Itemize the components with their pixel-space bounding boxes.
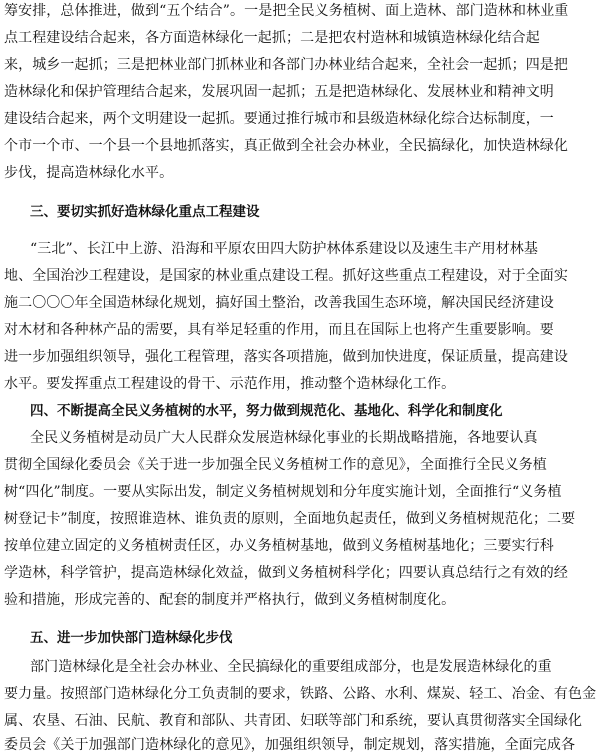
text-line: 按单位建立固定的义务植树责任区，办义务植树基地，做到义务植树基地化；三要实行科 [4, 538, 554, 554]
text-line: 属、农垦、石油、民航、教育和部队、共青团、妇联等部门和系统，要认真贯彻落实全国绿化 [4, 713, 583, 729]
text-line: 个市一个市、一个县一个县地抓落实，真正做到全社会办林业，全民搞绿化，加快造林绿化 [4, 138, 568, 154]
text-line: 点工程建设结合起来，各方面造林绿化一起抓；二是把农村造林和城镇造林绿化结合起 [4, 30, 540, 46]
section-heading-5: 五、进一步加快部门造林绿化步伐 [30, 630, 233, 646]
text-line: 步伐，提高造林绿化水平。 [4, 165, 174, 181]
text-line: 水平。要发挥重点工程建设的骨干、示范作用，推动整个造林绿化工作。 [4, 376, 456, 392]
text-line: 对木材和各种林产品的需要，具有举足轻重的作用，而且在国际上也将产生重要影响。要 [4, 322, 554, 338]
text-line: 进一步加强组织领导，强化工程管理，落实各项措施，做到加快进度，保证质量，提高建设 [4, 349, 568, 365]
text-line: “三北”、长江中上游、沿海和平原农田四大防护林体系建设以及速生丰产用材林基 [30, 241, 539, 257]
text-line: 委员会《关于加强部门造林绿化的意见》，加强组织领导，制定规划，落实措施，全面完成各 [4, 737, 576, 753]
text-line: 全民义务植树是动员广大人民群众发展造林绿化事业的长期战略措施，各地要认真 [30, 430, 538, 446]
text-line: 要力量。按照部门造林绿化分工负责制的要求，铁路、公路、水利、煤炭、轻工、冶金、有色金 [4, 686, 596, 702]
text-line: 地、全国治沙工程建设，是国家的林业重点建设工程。抓好这些重点工程建设，对于全面实 [4, 268, 568, 284]
text-line: 筹安排，总体推进，做到“五个结合”。一是把全民义务植树、面上造林、部门造林和林业重 [4, 3, 569, 19]
text-line: 学造林，科学管护，提高造林绿化效益，做到义务植树科学化；四要认真总结行之有效的经 [4, 565, 568, 581]
text-line: 部门造林绿化是全社会办林业、全民搞绿化的重要组成部分，也是发展造林绿化的重 [30, 659, 552, 675]
text-line: 树登记卡”制度，按照谁造林、谁负责的原则，全面地负起责任，做到义务植树规范化；二要 [4, 511, 576, 527]
text-line: 树“四化”制度。一要从实际出发，制定义务植树规划和分年度实施计划，全面推行“义务植 [4, 484, 562, 500]
text-line: 来，城乡一起抓；三是把林业部门抓林业和各部门办林业结合起来，全社会一起抓；四是把 [4, 57, 568, 73]
text-line: 造林绿化和保护管理结合起来，发展巩固一起抓；五是把造林绿化、发展林业和精神文明 [4, 84, 554, 100]
text-line: 贯彻全国绿化委员会《关于进一步加强全民义务植树工作的意见》，全面推行全民义务植 [4, 457, 547, 473]
text-line: 建设结合起来，两个文明建设一起抓。要通过推行城市和县级造林绿化综合达标制度，一 [4, 111, 554, 127]
text-line: 验和措施，形成完善的、配套的制度并严格执行，做到义务植树制度化。 [4, 592, 456, 608]
section-heading-4: 四、不断提高全民义务植树的水平，努力做到规范化、基地化、科学化和制度化 [30, 403, 503, 419]
section-heading-3: 三、要切实抓好造林绿化重点工程建设 [30, 204, 260, 220]
text-line: 施二〇〇〇年全国造林绿化规划，搞好国土整治，改善我国生态环境，解决国民经济建设 [4, 295, 554, 311]
